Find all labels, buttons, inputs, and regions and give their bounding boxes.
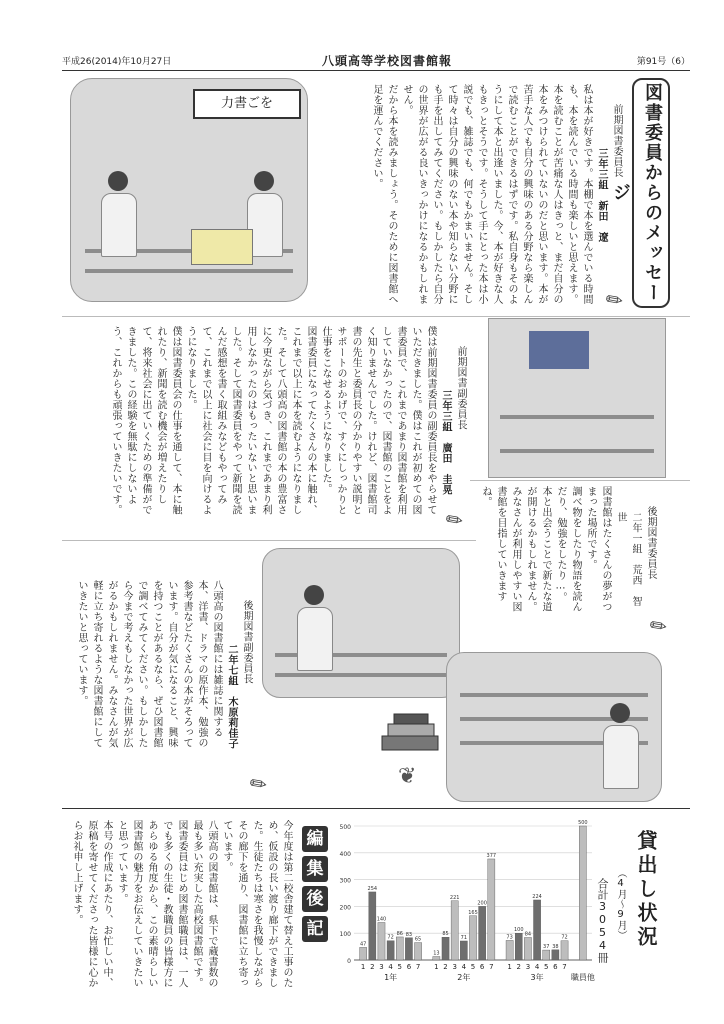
article-paragraph: 僕は前期図書委員の副委員長をやらせていただきました。僕はこれが初めての図書委員で、これまであまり図書館を利用していなかったので、図書館のことをよく知りませんでした。けれど、図書館司書の先生と委員長の分かりやすい説明とサポートのおかげで、すぐにしっかりと仕事をこなせるようになりました。 xyxy=(320,326,436,515)
y-tick-label: 400 xyxy=(339,850,351,858)
loan-chart xyxy=(336,818,596,990)
bar-value-label: 84 xyxy=(524,931,532,938)
photo-student-with-book xyxy=(262,548,460,698)
x-tick-label: 3 xyxy=(379,963,384,971)
x-tick-label: 4 xyxy=(534,963,540,971)
bar-value-label: 73 xyxy=(506,934,513,941)
article-author: 三年三組 新田 遼 xyxy=(596,148,607,243)
chart-bar xyxy=(524,937,531,960)
chart-bar xyxy=(378,922,385,960)
article-paragraph: みなさんが利用しやすい図書館を目指していきますね。 xyxy=(480,486,521,612)
section-banner: 図書委員からのメッセージ xyxy=(632,78,670,308)
x-tick-label: 6 xyxy=(553,963,558,971)
bar-value-label: 86 xyxy=(396,930,403,937)
pencil-icon: ✎ xyxy=(244,769,273,799)
section-rule xyxy=(62,540,476,541)
bar-value-label: 221 xyxy=(449,894,460,901)
chart-bar xyxy=(561,941,568,960)
loan-period: （4月〜9月） xyxy=(615,868,626,940)
bar-value-label: 377 xyxy=(486,852,497,859)
chart-bar xyxy=(396,937,403,960)
article-role: 後期図書副委員長 xyxy=(241,600,252,684)
x-tick-label: 1 xyxy=(507,963,512,971)
y-tick-label: 100 xyxy=(339,931,351,939)
header-rule xyxy=(62,70,690,71)
article-author: 二年七組 木原莉佳子 xyxy=(226,644,237,749)
bar-value-label: 38 xyxy=(552,943,559,950)
x-tick-label: 2 xyxy=(516,963,522,971)
y-tick-label: 500 xyxy=(339,824,351,831)
article-author: 二年一組 荒西 智世 xyxy=(615,512,641,607)
display-board xyxy=(191,229,253,265)
editor-note xyxy=(66,820,294,990)
bar-value-label: 37 xyxy=(543,944,550,951)
section-rule xyxy=(62,316,690,317)
article-role: 後期図書委員長 xyxy=(645,506,656,580)
books-icon xyxy=(378,712,442,756)
bar-value-label: 500 xyxy=(578,820,588,826)
x-tick-label: 1 xyxy=(360,963,366,971)
x-tick-label: 7 xyxy=(415,963,421,971)
note-paragraph: 今年度は第二校舎建て替え工事のため、仮設の長い渡り廊下ができました。生徒たちは寒さを我慢しながらその廊下を通り、図書館に立ち寄っています。 xyxy=(221,820,292,988)
chart-bar xyxy=(543,950,550,960)
chart-bar xyxy=(360,947,367,960)
chart-bar xyxy=(387,941,394,960)
issue-number: 第91号（6） xyxy=(636,57,690,67)
chart-bar xyxy=(433,957,440,960)
y-tick-label: 300 xyxy=(339,877,351,885)
newsletter-title: 八頭高等学校図書館報 xyxy=(322,54,453,68)
photo-library-corner xyxy=(488,318,666,478)
bar-value-label: 254 xyxy=(367,885,378,892)
article-paragraph: 八頭高の図書館には雑誌に関する本、洋書、ドラマの原作本、勉強の参考書などたくさんの本がそろっています。自分が気になること、興味を持つことがあるなら、ぜひ図書館で調べてみてください。もしかしたら今まで考えもしなかった世界が広がるかもしれません。みなさんが気軽に立ち寄れるような図書館にしていきたいと思っています。 xyxy=(76,580,222,748)
chart-bar xyxy=(451,901,458,960)
x-tick-label: 7 xyxy=(562,963,567,971)
editor-title-char: 集 xyxy=(302,856,328,882)
x-tick-label: 3 xyxy=(525,963,531,971)
bar-value-label: 83 xyxy=(405,931,413,938)
bar-value-label: 100 xyxy=(513,927,524,934)
chart-bar xyxy=(552,950,559,960)
chart-bar xyxy=(460,941,467,960)
loan-total xyxy=(596,878,608,963)
bar-value-label: 71 xyxy=(460,934,468,941)
loan-total-label: 合計 xyxy=(596,878,609,900)
x-tick-label: 5 xyxy=(543,963,549,971)
group-label: 3年 xyxy=(530,973,544,982)
pencil-icon: ✎ xyxy=(600,285,629,315)
chart-bar xyxy=(479,906,486,960)
student-figure xyxy=(297,585,331,675)
article-role: 前期図書委員長 xyxy=(611,104,622,178)
x-tick-label: 4 xyxy=(461,963,467,971)
article-late-chair xyxy=(480,486,658,614)
section-rule xyxy=(62,808,690,809)
bar-value-label: 85 xyxy=(442,931,449,938)
student-figure xyxy=(603,703,637,793)
x-tick-label: 5 xyxy=(470,963,476,971)
x-tick-label: 6 xyxy=(406,963,412,971)
bar-value-label: 72 xyxy=(561,934,568,941)
article-paragraph: 図書委員になってたくさんの本に触れ、これまで以上に本を読むようになりました。そして八頭高の図書館の本の豊富さに今更ながら気づき、これまであまり利用しなかったのはもったいないと思いました。そして図書委員をやって新聞を読んだ感想を書く取組みなどもやってみて、これまで以上に社会に目を向けるようになりました。 xyxy=(185,326,316,515)
y-tick-label: 0 xyxy=(347,958,351,965)
photo-bookshelves xyxy=(446,652,662,802)
photo-two-students xyxy=(70,78,308,302)
group-label: 職員他 xyxy=(570,973,595,982)
group-label: 1年 xyxy=(384,973,398,982)
bar-value-label: 200 xyxy=(477,900,487,907)
editor-title-char: 編 xyxy=(302,826,328,852)
article-paragraph: 調べ物をしたり物語を読んだり、勉強をしたり…。 xyxy=(555,486,581,612)
section-rule xyxy=(470,480,690,481)
pencil-icon: ✎ xyxy=(440,505,469,535)
article-paragraph: 私は本が好きです。本棚で本を選んでいる時間も、本を読んでいる時間も楽しいと思えます。本を読むことが苦痛な人はきっと、まだ自分の本をみつけられていないのだと思います。本が苦手な人でも自分の興味のある分野なら楽しんで読むことができるはずです。私自身もそのようにして本と出逢いました。今、本が好きな人もきっとそうです。そうして手にとった本は小説でも、雑誌でも、何でもかまいません。そして時々は自分の興味のない本や知らない分野にも手を出してみてください。もしかしたら自分の世界が広がる良いきっかけになるかもしれません。 xyxy=(401,84,592,305)
note-paragraph: 八頭高の図書館は、県下で蔵書数の最も多い充実した高校図書館です。図書委員はじめ図書館職員は、一人でも多くの生徒・教職員の皆様方にあらゆる角度から、この素晴らしい図書館の魅力をお伝えしていきたいと思っています。 xyxy=(116,820,217,988)
x-tick-label: 6 xyxy=(479,963,485,971)
maple-leaf-icon: ❦ xyxy=(398,764,417,789)
chart-bar xyxy=(488,859,495,960)
x-tick-label: 4 xyxy=(388,963,393,971)
bar-value-label: 165 xyxy=(468,909,478,916)
pencil-icon: ✎ xyxy=(644,611,673,641)
chart-bar xyxy=(515,933,522,960)
article-role: 前期図書副委員長 xyxy=(455,346,466,430)
page-header xyxy=(62,52,690,68)
x-tick-label: 3 xyxy=(452,963,457,971)
x-tick-label: 2 xyxy=(443,963,448,971)
y-tick-label: 200 xyxy=(339,904,351,912)
x-tick-label: 7 xyxy=(489,963,494,971)
article-paragraph: 本と出会うことで新たな道が開けるかもしれません。 xyxy=(525,486,551,612)
wall-poster xyxy=(529,331,589,369)
chart-bar xyxy=(405,938,412,960)
chart-bar xyxy=(506,940,513,960)
x-tick-label: 2 xyxy=(370,963,375,971)
bar-value-label: 224 xyxy=(532,893,542,900)
editor-title-char: 記 xyxy=(302,916,328,942)
student-figure xyxy=(101,171,135,261)
article-paragraph: 図書館はたくさんの夢がつまった場所です。 xyxy=(585,486,611,612)
article-author: 三年三組 廣田 圭晃 xyxy=(440,390,451,495)
photo-sign: 力書ごを xyxy=(193,89,301,119)
chart-bar xyxy=(415,943,422,960)
article-vice-chair xyxy=(66,326,468,516)
chart-bar xyxy=(442,937,449,960)
group-label: 2年 xyxy=(457,973,471,982)
chart-bar xyxy=(469,916,476,960)
bar-value-label: 65 xyxy=(414,936,422,943)
chart-bar xyxy=(579,826,586,960)
chart-bar xyxy=(534,900,541,960)
bar-value-label: 13 xyxy=(433,950,440,957)
x-tick-label: 5 xyxy=(397,963,403,971)
editor-title-char: 後 xyxy=(302,886,328,912)
x-tick-label: 1 xyxy=(434,963,439,971)
article-paragraph: 僕は図書委員会の仕事を通して、本に触れたり、新聞を読む機会が増えたりして、将来社会に出ていくための準備ができました。この経験を無駄にしないよう、これからも頑張っていきたいです。 xyxy=(110,326,181,515)
article-late-vice-chair xyxy=(64,580,254,756)
note-paragraph: 本号の作成にあたり、お忙しい中、原稿を寄せてくださった皆様に心からお礼申し上げます。 xyxy=(71,820,112,988)
article-paragraph: だから本を読みましょう。そのために図書館へ足を運んでください。 xyxy=(371,84,397,305)
loan-title: 貸出し状況 xyxy=(634,830,658,950)
bar-value-label: 72 xyxy=(387,934,394,941)
issue-date: 平成26(2014)年10月27日 xyxy=(62,57,172,67)
bar-value-label: 47 xyxy=(359,941,367,948)
article-chair xyxy=(312,84,624,312)
loan-total-value: 3054冊 xyxy=(596,900,609,963)
bar-value-label: 140 xyxy=(376,916,387,923)
chart-bar xyxy=(369,892,376,960)
